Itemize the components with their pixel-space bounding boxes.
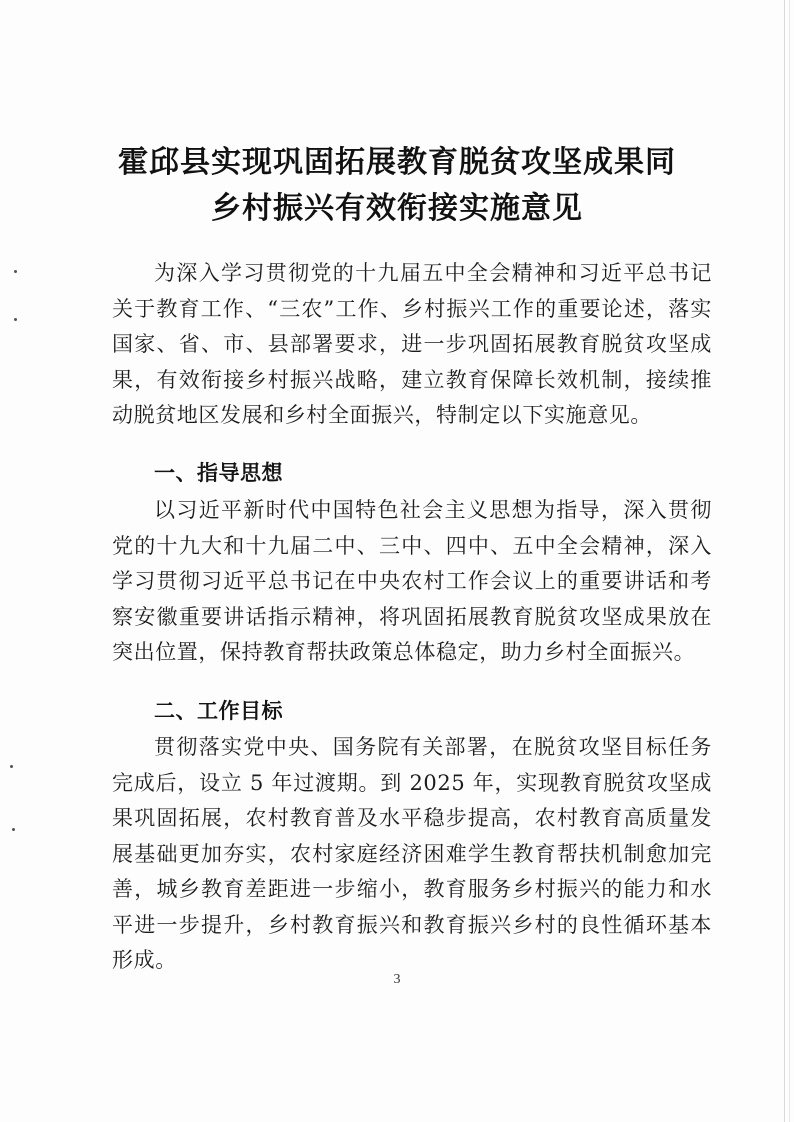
document-title-line-1: 霍邱县实现巩固拓展教育脱贫攻坚成果同 bbox=[118, 145, 676, 180]
section-body-work-goals: 贯彻落实党中央、国务院有关部署，在脱贫攻坚目标任务完成后，设立 5 年过渡期。到 2025 年，实现教育脱贫攻坚成果巩固拓展，农村教育普及水平稳步提高，农村教育高质量发展基础更加夯实，农村家庭经济困难学生教育帮扶机制愈加完善，城乡教育差距进一步缩小，教育服务乡村振兴的能力和水平进一步提升，乡村教育振兴和教育振兴乡村的良性循环基本形成。 bbox=[112, 735, 712, 972]
scan-speck bbox=[14, 270, 17, 273]
intro-paragraph: 为深入学习贯彻党的十九届五中全会精神和习近平总书记关于教育工作、“三农”工作、乡村振兴工作的重要论述，落实国家、省、市、县部署要求，进一步巩固拓展教育脱贫攻坚成果，有效衔接乡村振兴战略，建立教育保障长效机制，接续推动脱贫地区发展和乡村全面振兴，特制定以下实施意见。 bbox=[112, 261, 712, 427]
section-body-guiding-ideology: 以习近平新时代中国特色社会主义思想为指导，深入贯彻党的十九大和十九届二中、三中、四中、五中全会精神，深入学习贯彻习近平总书记在中央农村工作会议上的重要讲话和考察安徽重要讲话指示精神，将巩固拓展教育脱贫攻坚成果放在突出位置，保持教育帮扶政策总体稳定，助力乡村全面振兴。 bbox=[112, 498, 712, 664]
section-heading-guiding-ideology: 一、指导思想 bbox=[154, 461, 283, 485]
scan-speck bbox=[10, 765, 13, 768]
scan-speck bbox=[14, 318, 17, 321]
page-number: 3 bbox=[393, 972, 401, 987]
document-title-line-2: 乡村振兴有效衔接实施意见 bbox=[211, 191, 583, 226]
section-heading-work-goals: 二、工作目标 bbox=[154, 699, 283, 723]
scan-speck bbox=[12, 828, 15, 831]
